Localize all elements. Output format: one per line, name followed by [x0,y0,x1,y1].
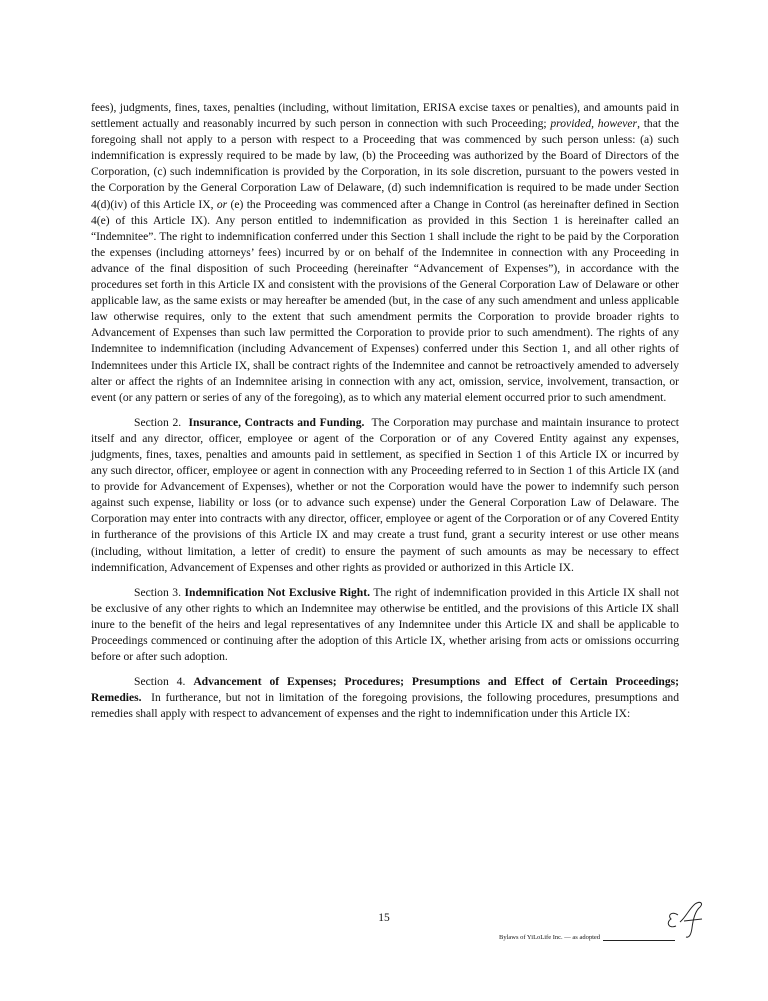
section-body: The right of indemnification provided in this Article IX shall not be exclusive of any other rights to which an Indemnitee may otherwise be entitled, and the provisions of this Article IX shall inure to the benefit of the heirs and legal representatives of any Indemnitee under this Article IX and shall be applicable to Proceedings commenced or continuing after the adoption of this Article IX, whether arising from acts or omissions occurring before or after such adoption. [91,585,679,664]
section-label: Section 4. [134,675,186,689]
section-label: Section 2. [134,415,182,429]
paragraph-section-1-continued [91,100,679,406]
section-label: Section 3. [134,585,181,599]
footer-caption-text: Bylaws of YiLoLife Inc. — as adopted [499,934,601,941]
section-body: In furtherance, but not in limitation of the foregoing provisions, the following procedures, presumptions and remedies shall apply with respect to advancement of expenses and the right to indemnification under this Article IX: [91,691,680,721]
section-heading: Insurance, Contracts and Funding. [188,415,365,429]
section-heading: Indemnification Not Exclusive Right. [184,585,370,599]
footer-caption [499,934,675,941]
document-body [91,100,679,731]
italic-run: provided, however [550,117,638,131]
text-run: fees), judgments, fines, taxes, penalties (including, without limitation, ERISA excise taxes or penalties), and amounts paid in settlement actually and reasonably incurred by such person in connection with such Proceeding; [91,101,679,131]
text-run: , that the foregoing shall not apply to a person with respect to a Proceeding that was commenced by such person unless: (a) such indemnification is expressly required to be made by law, (b) the Proceeding was authorized by the Board of Directors of the Corporation, (c) such indemnification is provided by the Corporation, in its sole discretion, pursuant to the powers vested in the Corporation by the General Corporation Law of Delaware, (d) such indemnification is required to be made under Section 4(d)(iv) of this Article IX, [91,117,679,211]
page-number: 15 [378,912,390,924]
paragraph-section-2 [91,415,679,576]
paragraph-section-3 [91,585,679,665]
text-run: (e) the Proceeding was commenced after a Change in Control (as hereinafter defined in Section 4(e) of this Article IX). Any person entitled to indemnification as provided in this Section 1 is hereinafter called an “Indemnitee”. The right to indemnification conferred under this Section 1 shall include the right to be paid by the Corporation the expenses (including attorneys’ fees) incurred by or on behalf of the Indemnitee in connection with any Proceeding in advance of the final disposition of such Proceeding (hereinafter “Advancement of Expenses”), in accordance with the procedures set forth in this Article IX and consistent with the provisions of the General Corporation Law of Delaware or other applicable law, as the same exists or may hereafter be amended (but, in the case of any such amendment and unless applicable law otherwise requires, only to the extent that such amendment permits the Corporation to provide broader rights to Advancement of Expenses than such law permitted the Corporation to provide prior to such amendment). The rights of any Indemnitee to indemnification (including Advancement of Expenses) conferred under this Section 1, and all other rights of Indemnitees under this Article IX, shall be contract rights of the Indemnitee and cannot be retroactively amended to adversely alter or affect the rights of an Indemnitee arising in connection with any act, omission, service, involvement, transaction, or event (or any pattern or series of any of the foregoing), as to which any material element occurred prior to such amendment. [91,197,679,404]
italic-run: or [216,197,228,211]
section-heading: Advancement of Expenses; Procedures; Presumptions and Effect of Certain Proceedings; Remedies. [91,675,680,705]
paragraph-section-4 [91,674,679,722]
section-body: The Corporation may purchase and maintain insurance to protect itself and any director, officer, employee or agent of the Corporation or of any Covered Entity against any expenses, judgments, fines, taxes, penalties and amounts paid in settlement, as specified in Section 1 of this Article IX or incurred by any such director, officer, employee or agent in connection with any Proceeding referred to in Section 1 of this Article IX (and to provide for Advancement of Expenses), whether or not the Corporation would have the power to indemnify such person against such expense, liability or loss (or to advance such expense) under the General Corporation Law of Delaware. The Corporation may enter into contracts with any director, officer, employee or agent of the Corporation or of any Covered Entity in furtherance of the provisions of this Article IX and may create a trust fund, grant a security interest or use other means (including, without limitation, a letter of credit) to ensure the payment of such amounts as may be necessary to effect indemnification, Advancement of Expenses and other rights as provided or authorized in this Article IX. [91,415,679,574]
signature-line [603,940,675,941]
